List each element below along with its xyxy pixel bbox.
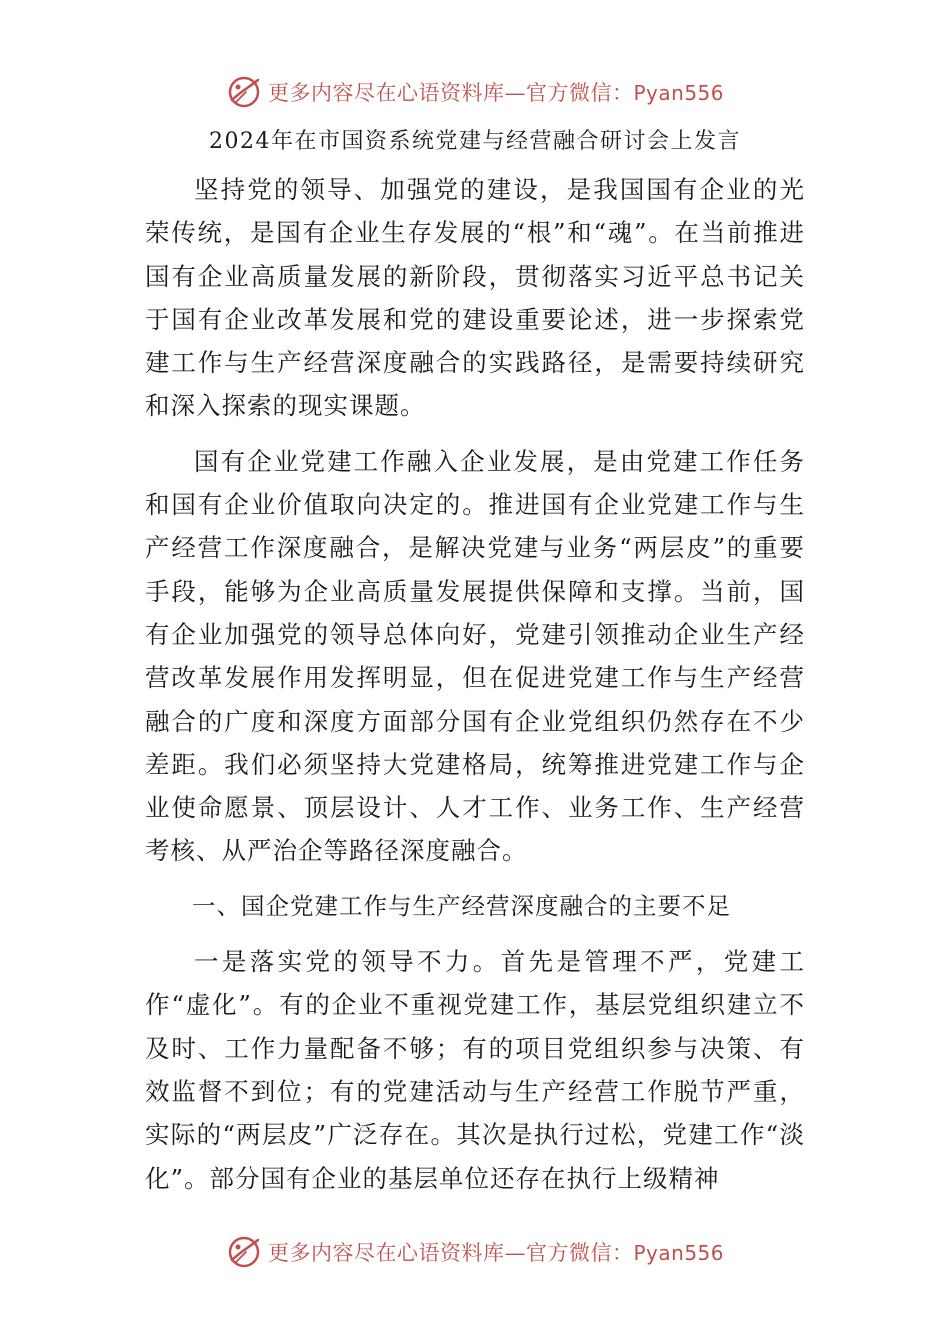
document-title: 2024年在市国资系统党建与经营融合研讨会上发言 — [209, 129, 741, 154]
watermark-wechat-id: Pyan556 — [633, 81, 724, 105]
watermark-text — [268, 1237, 724, 1267]
watermark-label: 更多内容尽在心语资料库—官方微信： — [267, 1241, 634, 1265]
watermark-logo-icon — [226, 74, 262, 110]
watermark-text — [268, 77, 724, 107]
watermark-banner-top — [0, 72, 950, 112]
document-body — [145, 168, 805, 1212]
section-heading: 一、国企党建工作与生产经营深度融合的主要不足 — [192, 891, 731, 920]
paragraph-2: 国有企业党建工作融入企业发展，是由党建工作任务和国有企业价值取向决定的。推进国有企业党建工作与生产经营工作深度融合，是解决党建与业务“两层皮”的重要手段，能够为企业高质量发展提供保障和支撑。当前，国有企业加强党的领导总体向好，党建引领推动企业生产经营改革发展作用发挥明显，但在促进党建工作与生产经营融合的广度和深度方面部分国有企业党组织仍然存在不少差距。我们必须坚持大党建格局，统筹推进党建工作与企业使命愿景、顶层设计、人才工作、业务工作、生产经营考核、从严治企等路径深度融合。 — [145, 446, 805, 866]
paragraph-1: 坚持党的领导、加强党的建设，是我国国有企业的光荣传统，是国有企业生存发展的“根”和“魂”。在当前推进国有企业高质量发展的新阶段，贯彻落实习近平总书记关于国有企业改革发展和党的建设重要论述，进一步探索党建工作与生产经营深度融合的实践路径，是需要持续研究和深入探索的现实课题。 — [145, 175, 805, 421]
section-paragraph: 一是落实党的领导不力。首先是管理不严，党建工作“虚化”。有的企业不重视党建工作，基层党组织建立不及时、工作力量配备不够；有的项目党组织参与决策、有效监督不到位；有的党建活动与生产经营工作脱节严重，实际的“两层皮”广泛存在。其次是执行过松，党建工作“淡化”。部分国有企业的基层单位还存在执行上级精神 — [145, 947, 805, 1193]
watermark-wechat-id: Pyan556 — [633, 1241, 724, 1265]
watermark-banner-bottom — [0, 1232, 950, 1272]
watermark-logo-icon — [226, 1234, 262, 1270]
watermark-label: 更多内容尽在心语资料库—官方微信： — [267, 81, 634, 105]
